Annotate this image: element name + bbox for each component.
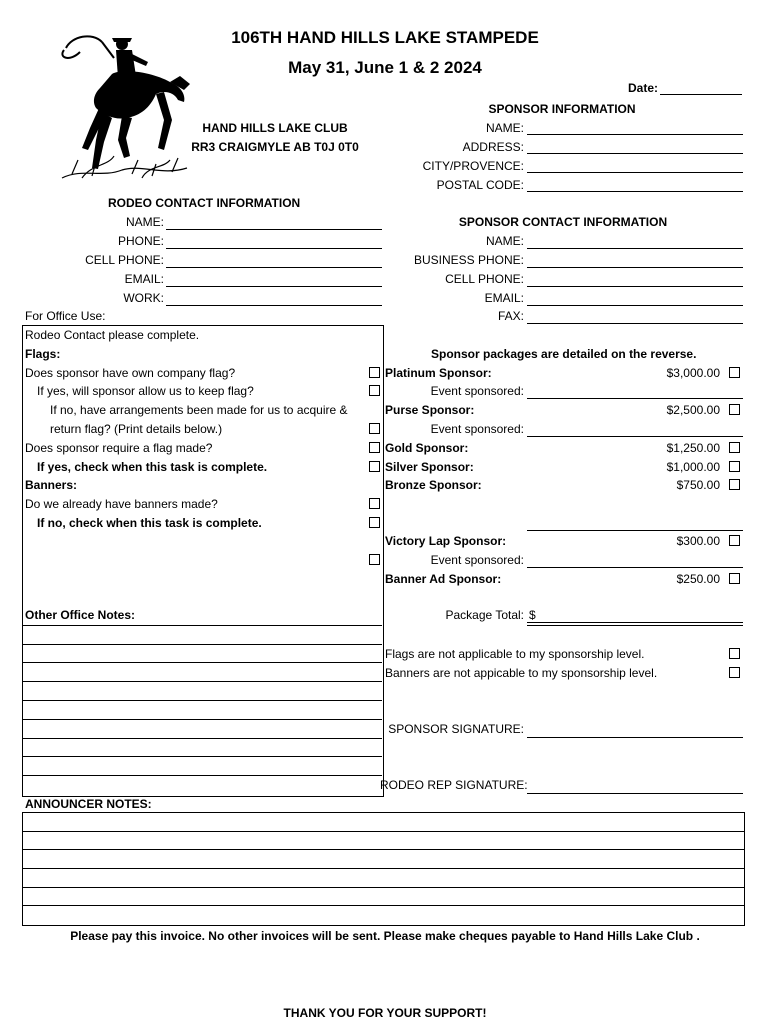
announcer-line-4 [22,887,744,888]
other-notes-label: Other Office Notes: [25,608,136,622]
announcer-line-3 [22,868,744,869]
platinum-event-field[interactable] [527,398,743,399]
sc-cell-label: CELL PHONE: [445,272,524,286]
banner-ad-checkbox[interactable] [729,573,740,584]
rodeo-cell-field[interactable] [166,267,382,268]
banners-na-text: Banners are not appicable to my sponsorship level. [385,666,658,680]
date-label: Date: [628,81,659,95]
office-notes-line-8[interactable] [22,756,382,757]
package-price: $250.00 [676,572,720,586]
sponsor-contact-heading: SPONSOR CONTACT INFORMATION [458,215,668,229]
rodeo-cell-label: CELL PHONE: [85,253,164,267]
bronc-rider-logo [52,28,197,186]
rep-signature-label: RODEO REP SIGNATURE: [380,778,528,792]
page-title: 106TH HAND HILLS LAKE STAMPEDE [231,28,539,47]
sc-fax-label: FAX: [497,309,524,323]
sc-business-phone-label: BUSINESS PHONE: [413,253,524,267]
rodeo-email-field[interactable] [166,286,382,287]
package-name: Gold Sponsor: [385,441,469,455]
event-dates: May 31, June 1 & 2 2024 [288,58,482,77]
package-price: $300.00 [676,534,720,548]
rodeo-phone-field[interactable] [166,248,382,249]
rodeo-name-label: NAME: [125,215,164,229]
flag-q2-checkbox[interactable] [369,385,380,396]
package-price: $1,250.00 [666,441,720,455]
bronze-checkbox[interactable] [729,479,740,490]
package-name: Silver Sponsor: [385,460,474,474]
announcer-line-5 [22,905,744,906]
announcer-notes-box[interactable] [22,812,745,926]
package-name: Platinum Sponsor: [385,366,492,380]
event-sponsored-label: Event sponsored: [430,384,524,398]
package-total-symbol: $ [529,608,536,622]
flag-q4: Does sponsor require a flag made? [25,441,213,455]
package-name: Purse Sponsor: [385,403,475,417]
banner-q7: If no, check when this task is complete. [37,516,262,530]
flag-q3b: return flag? (Print details below.) [50,422,223,436]
event-sponsored-label: Event sponsored: [430,422,524,436]
package-total-double-line [527,625,743,626]
office-use-label: For Office Use: [25,309,106,323]
office-notes-line-7[interactable] [22,738,382,739]
flag-q2: If yes, will sponsor allow us to keep flag? [37,384,254,398]
office-notes-line-9[interactable] [22,775,382,776]
rodeo-email-label: EMAIL: [124,272,164,286]
flag-q5: If yes, check when this task is complete. [37,460,268,474]
package-price: $2,500.00 [666,403,720,417]
package-name: Banner Ad Sponsor: [385,572,502,586]
sc-cell-field[interactable] [527,286,743,287]
package-price: $750.00 [676,478,720,492]
sponsor-city-field[interactable] [527,172,743,173]
announcer-line-2 [22,849,744,850]
office-intro: Rodeo Contact please complete. [25,328,200,342]
package-price: $3,000.00 [666,366,720,380]
sponsor-signature-field[interactable] [527,737,743,738]
package-name: Victory Lap Sponsor: [385,534,507,548]
victory-lap-checkbox[interactable] [729,535,740,546]
office-notes-line-5[interactable] [22,700,382,701]
purse-checkbox[interactable] [729,404,740,415]
sponsor-city-label: CITY/PROVENCE: [422,159,524,173]
sponsor-address-label: ADDRESS: [462,140,524,154]
rodeo-work-field[interactable] [166,305,382,306]
rodeo-phone-label: PHONE: [117,234,164,248]
rodeo-name-field[interactable] [166,229,382,230]
sponsor-signature-label: SPONSOR SIGNATURE: [388,722,524,736]
package-total-field[interactable] [527,622,743,623]
package-price: $1,000.00 [666,460,720,474]
flag-q3-checkbox[interactable] [369,423,380,434]
office-notes-line-3[interactable] [22,662,382,663]
announcer-line-1 [22,831,744,832]
sc-fax-field[interactable] [527,323,743,324]
sponsor-info-heading: SPONSOR INFORMATION [488,102,636,116]
package-name: Bronze Sponsor: [385,478,482,492]
event-sponsored-label: Event sponsored: [430,553,524,567]
date-field[interactable] [660,94,742,95]
rep-signature-field[interactable] [527,793,743,794]
banner-q6: Do we already have banners made? [25,497,218,511]
flag-q3a: If no, have arrangements been made for us to acquire & [50,403,348,417]
banners-heading: Banners: [25,478,78,492]
office-notes-line-2[interactable] [22,644,382,645]
banner-q6-checkbox[interactable] [369,498,380,509]
blank-line[interactable] [527,530,743,531]
flag-q5-checkbox[interactable] [369,461,380,472]
sponsor-address-field[interactable] [527,153,743,154]
office-notes-line-6[interactable] [22,719,382,720]
flag-q1: Does sponsor have own company flag? [25,366,236,380]
sponsor-postal-field[interactable] [527,191,743,192]
office-notes-line-4[interactable] [22,681,382,682]
payment-instructions: Please pay this invoice. No other invoices will be sent. Please make cheques payable to Hand Hills Lake Club . [70,929,700,943]
flags-na-checkbox[interactable] [729,648,740,659]
flag-q1-checkbox[interactable] [369,367,380,378]
platinum-checkbox[interactable] [729,367,740,378]
sc-name-field[interactable] [527,248,743,249]
sc-email-label: EMAIL: [484,291,524,305]
flags-na-text: Flags are not applicable to my sponsorship level. [385,647,645,661]
extra-checkbox[interactable] [369,554,380,565]
rodeo-work-label: WORK: [123,291,164,305]
sponsor-name-label: NAME: [485,121,524,135]
sc-email-field[interactable] [527,305,743,306]
packages-intro: Sponsor packages are detailed on the reverse. [431,347,697,361]
flag-q4-checkbox[interactable] [369,442,380,453]
flags-heading: Flags: [25,347,61,361]
package-total-label: Package Total: [445,608,524,622]
sc-business-phone-field[interactable] [527,267,743,268]
announcer-notes-heading: ANNOUNCER NOTES: [25,797,152,811]
gold-checkbox[interactable] [729,442,740,453]
sponsor-name-field[interactable] [527,134,743,135]
purse-event-field[interactable] [527,436,743,437]
banner-q7-checkbox[interactable] [369,517,380,528]
club-name: HAND HILLS LAKE CLUB [202,121,348,135]
sponsor-postal-label: POSTAL CODE: [436,178,524,192]
sc-name-label: NAME: [485,234,524,248]
banners-na-checkbox[interactable] [729,667,740,678]
victory-event-field[interactable] [527,567,743,568]
silver-checkbox[interactable] [729,461,740,472]
rodeo-contact-heading: RODEO CONTACT INFORMATION [108,196,301,210]
thank-you: THANK YOU FOR YOUR SUPPORT! [283,1006,487,1020]
office-notes-line-1[interactable] [22,625,382,626]
club-address: RR3 CRAIGMYLE AB T0J 0T0 [191,140,359,154]
